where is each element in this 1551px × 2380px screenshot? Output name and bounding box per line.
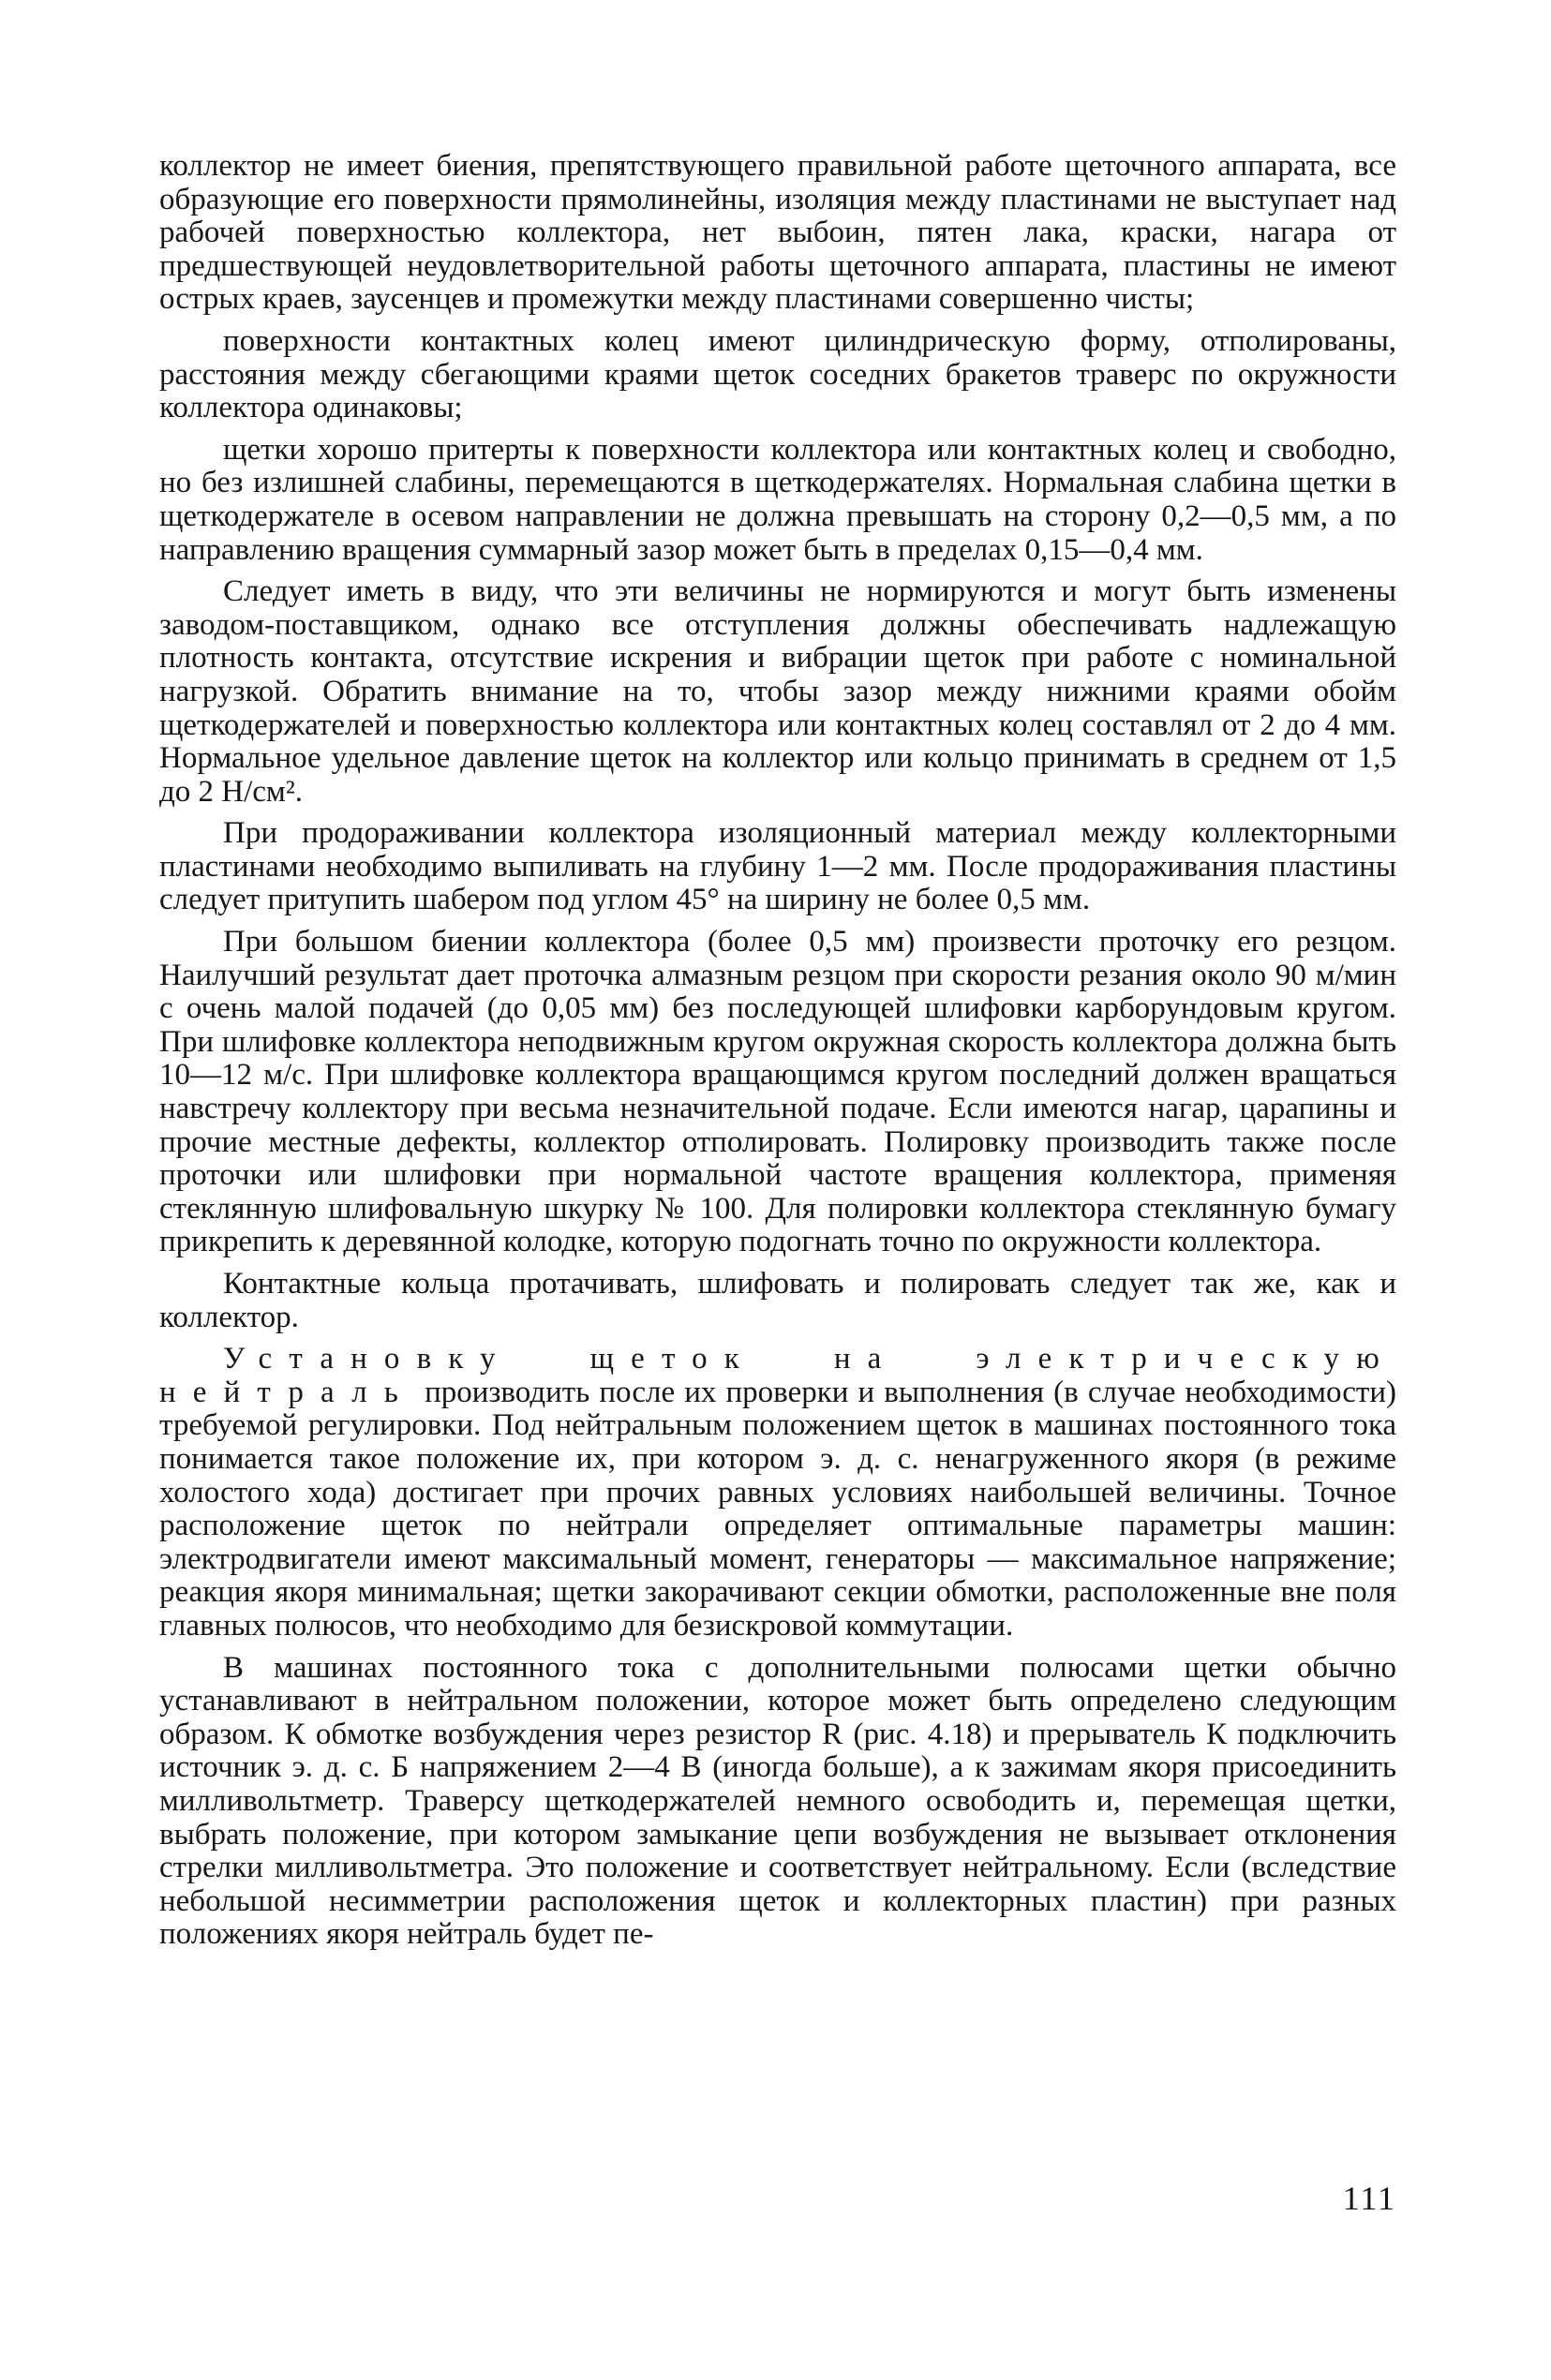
paragraph-3: щетки хорошо притерты к поверхности коллектора или контактных колец и свободно, но без излишней слабины, перемещаются в щеткодержателях. Нормальная слабина щетки в щеткодержателе в осевом направлении не должна превышать на сторону 0,2—0,5 мм, а по направлению вращения суммарный зазор может быть в пределах 0,15—0,4 мм. bbox=[159, 432, 1396, 567]
paragraph-6: При большом биении коллектора (более 0,5 мм) произвести проточку его резцом. Наилучший результат дает проточка алмазным резцом при скорости резания около 90 м/мин с очень малой подачей (до 0,05 мм) без последующей шлифовки карборундовым кругом. При шлифовке коллектора неподвижным кругом окружная скорость коллектора должна быть 10—12 м/с. При шлифовке коллектора вращающимся кругом последний должен вращаться навстречу коллектору при весьма незначительной подаче. Если имеются нагар, царапины и прочие местные дефекты, коллектор отполировать. Полировку производить также после проточки или шлифовки при нормальной частоте вращения коллектора, применяя стеклянную шлифовальную шкурку № 100. Для полировки коллектора стеклянную бумагу прикрепить к деревянной колодке, которую подогнать точно по окружности коллектора. bbox=[159, 925, 1396, 1259]
paragraph-7: Контактные кольца протачивать, шлифовать и полировать следует так же, как и коллектор. bbox=[159, 1267, 1396, 1334]
paragraph-4: Следует иметь в виду, что эти величины не нормируются и могут быть изменены заводом-поставщиком, однако все отступления должны обеспечивать надлежащую плотность контакта, отсутствие искрения и вибрации щеток при работе с номинальной нагрузкой. Обратить внимание на то, чтобы зазор между нижними краями обойм щеткодержателей и поверхностью коллектора или контактных колец составлял от 2 до 4 мм. Нормальное удельное давление щеток на коллектор или кольцо принимать в среднем от 1,5 до 2 Н/см². bbox=[159, 574, 1396, 809]
paragraph-5: При продораживании коллектора изоляционный материал между коллекторными пластинами необходимо выпиливать на глубину 1—2 мм. После продораживания пластины следует притупить шабером под углом 45° на ширину не более 0,5 мм. bbox=[159, 816, 1396, 917]
paragraph-1: коллектор не имеет биения, препятствующего правильной работе щеточного аппарата, все образующие его поверхности прямолинейны, изоляция между пластинами не выступает над рабочей поверхностью коллектора, нет выбоин, пятен лака, краски, нагара от предшествующей неудовлетворительной работы щеточного аппарата, пластины не имеют острых краев, заусенцев и промежутки между пластинами совершенно чисты; bbox=[159, 149, 1396, 317]
page-text bbox=[159, 150, 1396, 1960]
paragraph-9: В машинах постоянного тока с дополнительными полюсами щетки обычно устанавливают в нейтральном положении, которое может быть определено следующим образом. К обмотке возбуждения через резистор R (рис. 4.18) и прерыватель К подключить источник э. д. с. Б напряжением 2—4 В (иногда больше), а к зажимам якоря присоединить милливольтметр. Траверсу щеткодержателей немного освободить и, перемещая щетки, выбрать положение, при котором замыкание цепи возбуждения не вызывает отклонения стрелки милливольтметра. Это положение и соответствует нейтральному. Если (вследствие небольшой несимметрии расположения щеток и коллекторных пластин) при разных положениях якоря нейтраль будет пе- bbox=[159, 1650, 1396, 1952]
paragraph-8 bbox=[159, 1343, 1396, 1643]
paragraph-8-body: производить после их проверки и выполнения (в случае необходимости) требуемой регулировки. Под нейтральным положением щеток в машинах постоянного тока понимается такое положение их, при котором э. д. с. ненагруженного якоря (в режиме холостого хода) достигает при прочих равных условиях наибольшей величины. Точное расположение щеток по нейтрали определяет оптимальные параметры машин: электродвигатели имеют максимальный момент, генераторы — максимальное напряжение; реакция якоря минимальная; щетки закорачивают секции обмотки, расположенные вне поля главных полюсов, что необходимо для безискровой коммутации. bbox=[159, 1375, 1396, 1643]
paragraph-2: поверхности контактных колец имеют цилиндрическую форму, отполированы, расстояния между сбегающими краями щеток соседних бракетов траверс по окружности коллектора одинаковы; bbox=[159, 323, 1396, 425]
spaced-emphasis: Установку щеток на электрическую нейтраль bbox=[159, 1342, 1396, 1409]
page-number: 111 bbox=[1342, 2179, 1396, 2217]
